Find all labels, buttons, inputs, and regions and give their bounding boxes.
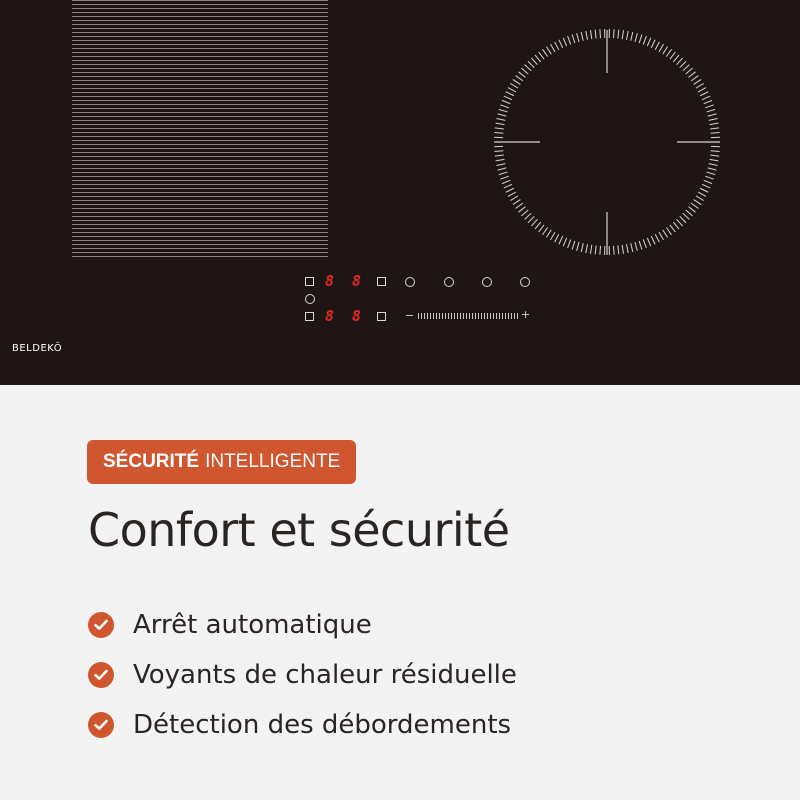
ring-tick	[710, 128, 719, 129]
ring-tick	[498, 168, 507, 170]
ring-tick	[496, 123, 505, 125]
ring-tick	[496, 159, 505, 161]
ring-tick	[704, 180, 712, 183]
ring-tick	[614, 246, 615, 255]
feature-list	[88, 600, 517, 750]
ring-tick	[618, 30, 619, 39]
ring-tick	[663, 230, 668, 238]
ring-tick	[551, 232, 556, 240]
zone-select-icon[interactable]	[305, 277, 314, 286]
ring-tick	[708, 168, 717, 170]
ring-tick	[525, 65, 532, 71]
ring-tick	[546, 230, 551, 238]
ring-tick	[568, 36, 571, 44]
ring-tick	[563, 38, 566, 46]
ring-tick	[694, 200, 702, 205]
ring-tick	[686, 210, 693, 216]
ring-tick	[709, 164, 718, 166]
ring-tick	[709, 119, 718, 121]
ring-tick	[673, 222, 679, 229]
ring-tick	[518, 72, 525, 78]
ring-tick	[502, 100, 510, 103]
ring-tick	[502, 180, 510, 183]
category-badge	[87, 440, 356, 484]
ring-tick	[521, 210, 528, 216]
ring-tick	[700, 92, 708, 96]
ring-tick	[559, 236, 563, 244]
ring-tick	[666, 49, 671, 56]
pause-icon[interactable]	[482, 277, 492, 287]
ring-tick	[499, 172, 508, 175]
ring-tick	[510, 83, 518, 88]
ring-tick	[670, 52, 675, 59]
round-cooking-zone	[0, 0, 800, 385]
ring-tick	[710, 123, 719, 125]
ring-tick	[539, 225, 544, 232]
ring-tick	[521, 68, 528, 74]
ring-tick	[659, 44, 664, 52]
power-icon[interactable]	[520, 277, 530, 287]
ring-tick	[551, 44, 556, 52]
ring-tick	[626, 31, 628, 40]
ring-tick	[555, 42, 559, 50]
ring-tick	[539, 52, 544, 59]
ring-tick	[500, 105, 508, 108]
plus-button[interactable]: +	[521, 308, 531, 321]
ring-tick	[635, 242, 637, 251]
ring-tick	[590, 30, 591, 39]
ring-tick	[702, 184, 710, 188]
ring-tick	[694, 79, 702, 84]
ring-tick	[528, 216, 534, 222]
ring-tick	[494, 133, 503, 134]
check-icon	[88, 712, 114, 738]
check-icon	[88, 662, 114, 688]
ring-tick	[496, 119, 505, 121]
ring-tick	[651, 236, 655, 244]
ring-tick	[698, 88, 706, 92]
ring-tick	[677, 58, 683, 65]
list-item	[88, 700, 517, 750]
ring-tick	[673, 55, 679, 62]
display-top-left: 8	[325, 272, 335, 290]
ring-tick	[666, 227, 671, 234]
ring-tick	[508, 192, 516, 196]
ring-tick	[531, 58, 537, 65]
ring-tick	[516, 203, 523, 208]
ring-tick	[572, 35, 575, 44]
ring-tick	[710, 155, 719, 156]
list-item	[88, 650, 517, 700]
badge-rest-text: INTELLIGENTE	[205, 451, 341, 472]
page-title: Confort et sécurité	[88, 503, 510, 557]
ring-tick	[510, 196, 518, 201]
ring-tick	[626, 244, 628, 253]
ring-tick	[498, 114, 507, 116]
timer-icon[interactable]	[405, 277, 415, 287]
ring-tick	[513, 79, 521, 84]
ring-tick	[635, 33, 637, 42]
ring-tick	[546, 47, 551, 55]
ring-tick	[577, 33, 579, 42]
ring-tick	[528, 61, 534, 67]
ring-tick	[618, 245, 619, 254]
ring-tick	[614, 29, 615, 38]
ring-tick	[581, 243, 583, 252]
ring-tick	[647, 238, 650, 246]
ring-tick	[677, 219, 683, 226]
ring-tick	[543, 227, 548, 234]
ring-tick	[559, 40, 563, 48]
ring-tick	[696, 196, 704, 201]
ring-tick	[700, 188, 708, 192]
ring-tick	[707, 172, 716, 175]
ring-tick	[639, 35, 642, 44]
ring-tick	[600, 246, 601, 255]
lock-icon[interactable]	[305, 294, 315, 304]
feature-text: Voyants de chaleur résiduelle	[133, 660, 517, 690]
boost-icon[interactable]	[444, 277, 454, 287]
ring-tick	[535, 222, 541, 229]
feature-text: Détection des débordements	[133, 710, 512, 740]
ring-tick	[622, 30, 623, 39]
ring-tick	[496, 164, 505, 166]
display-bottom-right: 8	[352, 307, 362, 325]
ring-tick	[595, 245, 596, 254]
ring-tick	[689, 72, 696, 78]
ring-tick	[508, 88, 516, 92]
ring-tick	[518, 207, 525, 213]
brand-logo: BELDEKÔ	[12, 343, 63, 354]
ring-tick	[704, 100, 712, 103]
ring-tick	[655, 234, 659, 242]
ring-tick	[586, 31, 588, 40]
ring-tick	[500, 176, 508, 179]
ring-tick	[663, 47, 668, 55]
zone-select-icon[interactable]	[305, 312, 314, 321]
ring-tick	[702, 96, 710, 100]
ring-tick	[568, 239, 571, 247]
ring-tick	[543, 49, 548, 56]
ring-tick	[707, 109, 716, 112]
ring-tick	[555, 234, 559, 242]
ring-tick	[643, 36, 646, 44]
power-slider[interactable]	[418, 313, 518, 319]
ring-tick	[504, 96, 512, 100]
ring-tick	[651, 40, 655, 48]
ring-tick	[506, 188, 514, 192]
ring-tick	[631, 32, 633, 41]
ring-tick	[705, 176, 713, 179]
display-bottom-left: 8	[325, 307, 335, 325]
ring-tick	[525, 213, 532, 219]
ring-tick	[711, 151, 720, 152]
ring-tick	[516, 76, 523, 81]
ring-tick	[563, 238, 566, 246]
ring-tick	[705, 105, 713, 108]
minus-button[interactable]: −	[405, 309, 415, 322]
ring-tick	[683, 65, 690, 71]
ring-tick	[698, 192, 706, 196]
ring-tick	[680, 61, 686, 67]
display-top-right: 8	[352, 272, 362, 290]
ring-tick	[686, 68, 693, 74]
ring-tick	[586, 244, 588, 253]
ring-tick	[659, 232, 664, 240]
zone-select-icon[interactable]	[377, 312, 386, 321]
ring-tick	[504, 184, 512, 188]
ring-tick	[513, 200, 521, 205]
ring-tick	[647, 38, 650, 46]
ring-tick	[600, 29, 601, 38]
ring-tick	[495, 155, 504, 156]
ring-tick	[710, 159, 719, 161]
ring-tick	[680, 216, 686, 222]
ring-tick	[708, 114, 717, 116]
cooktop-image	[0, 0, 800, 385]
ring-tick	[581, 32, 583, 41]
ring-tick	[655, 42, 659, 50]
ring-tick	[595, 30, 596, 39]
ring-tick	[639, 241, 642, 250]
ring-tick	[689, 207, 696, 213]
zone-select-icon[interactable]	[377, 277, 386, 286]
ring-tick	[696, 83, 704, 88]
ring-tick	[631, 243, 633, 252]
ring-tick	[691, 203, 698, 208]
feature-text: Arrêt automatique	[133, 610, 372, 640]
ring-tick	[531, 219, 537, 226]
ring-tick	[590, 245, 591, 254]
ring-tick	[499, 109, 508, 112]
content-panel	[0, 385, 800, 800]
ring-tick	[691, 76, 698, 81]
list-item	[88, 600, 517, 650]
ring-tick	[622, 245, 623, 254]
ring-tick	[535, 55, 541, 62]
ring-tick	[494, 151, 503, 152]
ring-tick	[670, 225, 675, 232]
ring-tick	[506, 92, 514, 96]
ring-tick	[577, 242, 579, 251]
ring-tick	[572, 241, 575, 250]
ring-tick	[495, 128, 504, 129]
ring-tick	[643, 239, 646, 247]
check-icon	[88, 612, 114, 638]
badge-strong-text: SÉCURITÉ	[103, 451, 200, 472]
ring-tick	[683, 213, 690, 219]
ring-tick	[711, 133, 720, 134]
